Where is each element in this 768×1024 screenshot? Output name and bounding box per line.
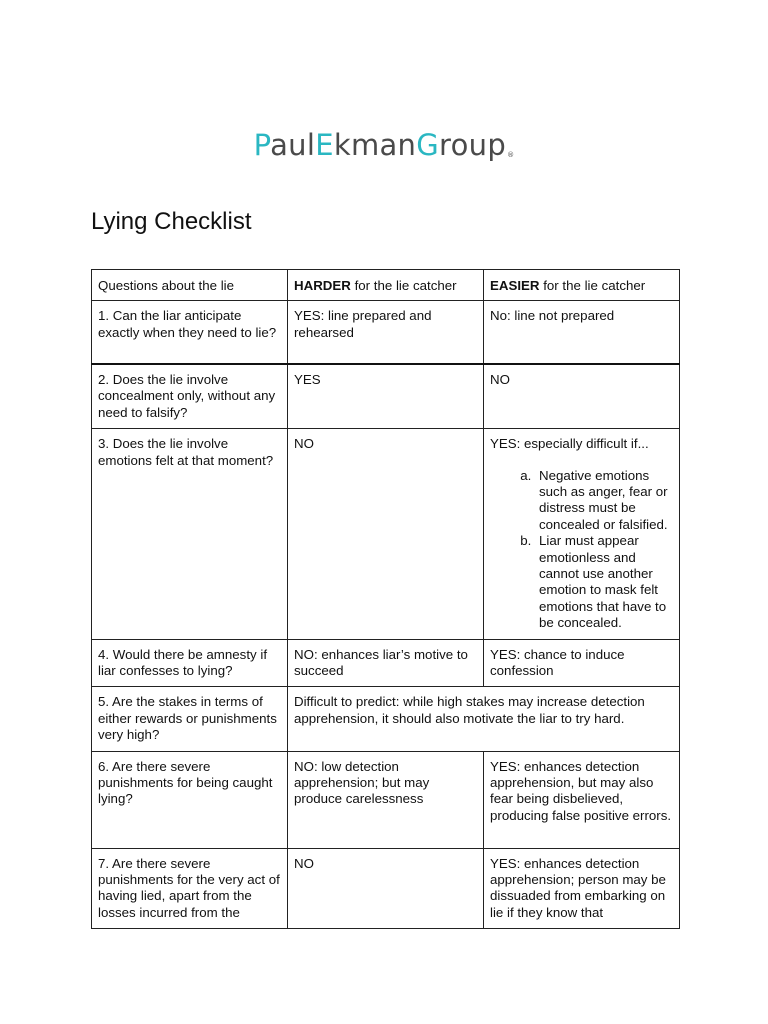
logo-text-aul: aul bbox=[270, 128, 316, 162]
harder-cell: NO bbox=[288, 848, 484, 929]
harder-cell: NO: low detection apprehension; but may produce carelessness bbox=[288, 751, 484, 848]
logo-letter-e: E bbox=[315, 128, 334, 162]
list-item: b. Liar must appear emotionless and cannot use another emotion to mask felt emotions that have to be concealed. bbox=[535, 533, 673, 631]
table-row bbox=[92, 429, 680, 639]
table-row bbox=[92, 751, 680, 848]
header-questions: Questions about the lie bbox=[92, 270, 288, 301]
header-harder-bold: HARDER bbox=[294, 278, 351, 293]
header-easier-rest: for the lie catcher bbox=[539, 278, 646, 293]
question-cell: 7. Are there severe punishments for the very act of having lied, apart from the losses incurred from the bbox=[92, 848, 288, 929]
harder-cell: NO: enhances liar’s motive to succeed bbox=[288, 639, 484, 687]
document-title: Lying Checklist bbox=[91, 208, 252, 235]
lying-checklist-table bbox=[91, 269, 680, 929]
header-harder bbox=[288, 270, 484, 301]
table-row bbox=[92, 301, 680, 364]
easier-conditions-list bbox=[490, 468, 673, 632]
easier-cell: NO bbox=[484, 364, 680, 429]
table-row bbox=[92, 639, 680, 687]
question-cell: 2. Does the lie involve concealment only, without any need to falsify? bbox=[92, 364, 288, 429]
header-easier-bold: EASIER bbox=[490, 278, 540, 293]
header-harder-rest: for the lie catcher bbox=[350, 278, 457, 293]
easier-cell-intro: YES: especially difficult if... bbox=[490, 436, 649, 452]
harder-cell: YES bbox=[288, 364, 484, 429]
table-row bbox=[92, 364, 680, 429]
merged-answer-cell: Difficult to predict: while high stakes may increase detection apprehension, it should also motivate the liar to try hard. bbox=[288, 687, 680, 751]
easier-cell bbox=[484, 429, 680, 639]
harder-cell: YES: line prepared and rehearsed bbox=[288, 301, 484, 364]
header-easier bbox=[484, 270, 680, 301]
table-row bbox=[92, 687, 680, 751]
easier-cell: No: line not prepared bbox=[484, 301, 680, 364]
question-cell: 3. Does the lie involve emotions felt at that moment? bbox=[92, 429, 288, 639]
logo-text-roup: roup bbox=[439, 128, 507, 162]
question-cell: 5. Are the stakes in terms of either rewards or punishments very high? bbox=[92, 687, 288, 751]
question-cell: 4. Would there be amnesty if liar confesses to lying? bbox=[92, 639, 288, 687]
question-cell: 6. Are there severe punishments for being caught lying? bbox=[92, 751, 288, 848]
easier-cell: YES: chance to induce confession bbox=[484, 639, 680, 687]
logo-letter-g: G bbox=[416, 128, 440, 162]
easier-cell: YES: enhances detection apprehension, but may also fear being disbelieved, producing false positive errors. bbox=[484, 751, 680, 848]
registered-mark: ® bbox=[507, 151, 515, 159]
question-cell: 1. Can the liar anticipate exactly when they need to lie? bbox=[92, 301, 288, 364]
paul-ekman-group-logo bbox=[0, 128, 768, 162]
harder-cell: NO bbox=[288, 429, 484, 639]
logo-letter-p: P bbox=[253, 128, 271, 162]
easier-cell: YES: enhances detection apprehension; person may be dissuaded from embarking on lie if they know that bbox=[484, 848, 680, 929]
list-item: a. Negative emotions such as anger, fear or distress must be concealed or falsified. bbox=[535, 468, 673, 534]
table-header-row bbox=[92, 270, 680, 301]
table-row bbox=[92, 848, 680, 929]
logo-text-kman: kman bbox=[333, 128, 417, 162]
